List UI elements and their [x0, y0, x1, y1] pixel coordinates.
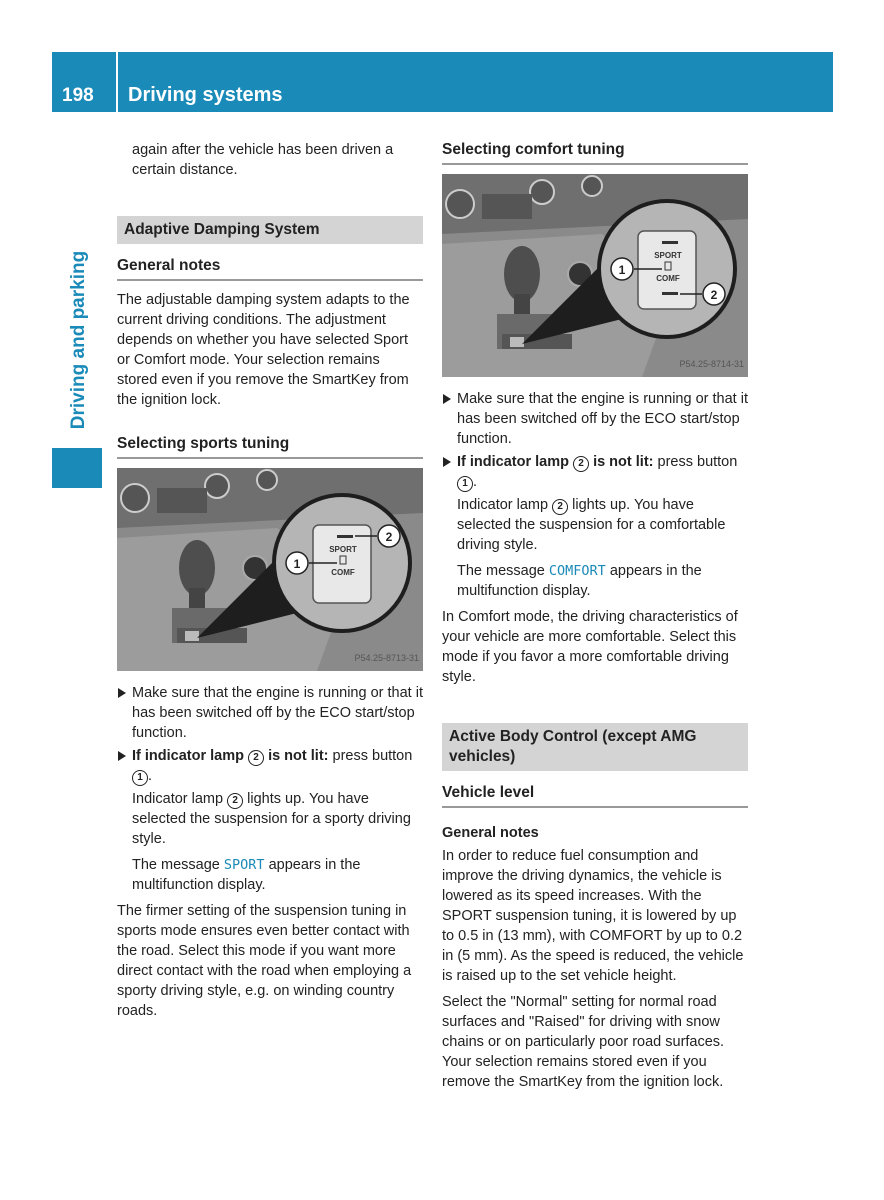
- vehicle-level-heading: Vehicle level: [442, 783, 748, 808]
- closing-text: The firmer setting of the suspension tuning in sports mode ensures even better contact with the road. Select this mode if you want more direct contact with the road when employing a sporty driving style, e.g. on winding country roads.: [117, 903, 412, 1019]
- indicator-lamp-ref: 2: [248, 750, 264, 766]
- callout-2: 2: [710, 288, 718, 302]
- general-notes-text: In order to reduce fuel consumption and improve the driving dynamics, the vehicle is lowered as its speed increases. With the SPORT suspension tuning, it is lowered by up to 0.5 in (13 mm), with COMFORT by up to 0.2 in (5 mm). As the speed is reduced, the vehicle is raised up to the set vehicle height.: [442, 848, 744, 984]
- indicator-lamp-ref: 2: [573, 456, 589, 472]
- header-divider: [116, 52, 118, 112]
- instruction-bullet: If indicator lamp 2 is not lit: press button 1 .: [442, 452, 748, 492]
- sport-button-label: SPORT: [329, 545, 357, 554]
- message-result: The message COMFORT appears in the multifunction display.: [457, 563, 702, 599]
- bullet-bold-end: is not lit:: [268, 748, 329, 764]
- bullet-bold-end: is not lit:: [593, 454, 654, 470]
- instruction-bullet: Make sure that the engine is running or that it has been switched off by the ECO start/stop function.: [117, 683, 423, 743]
- instruction-bullet: If indicator lamp 2 is not lit: press button 1 .: [117, 746, 423, 786]
- general-notes-text: The adjustable damping system adapts to the current driving conditions. The adjustment depends on whether you have selected Sport or Comfort mode. Your selection remains stored even if you remove the SmartKey from the ignition lock.: [117, 292, 410, 408]
- indicator-lamp-ref: 2: [227, 793, 243, 809]
- bullet-bold: If indicator lamp: [457, 454, 569, 470]
- bullet-rest: press button: [657, 454, 738, 470]
- side-tab-label: Driving and parking: [68, 250, 89, 430]
- indicator-result: Indicator lamp 2 lights up. You have selected the suspension for a sporty driving style.: [132, 791, 411, 847]
- callout-1: 1: [618, 263, 626, 277]
- left-column: [117, 140, 423, 1027]
- page-number: 198: [62, 85, 94, 106]
- indicator-result: Indicator lamp 2 lights up. You have selected the suspension for a comfortable driving style.: [457, 497, 726, 553]
- message-result: The message SPORT appears in the multifunction display.: [132, 857, 361, 893]
- instruction-bullet: Make sure that the engine is running or that it has been switched off by the ECO start/stop function.: [442, 389, 748, 449]
- indicator-lamp-ref: 2: [552, 499, 568, 515]
- callout-2: 2: [385, 530, 393, 544]
- section-heading-active-body-control: Active Body Control (except AMG vehicles): [442, 723, 748, 771]
- comfort-tuning-heading: Selecting comfort tuning: [442, 140, 748, 165]
- callout-1: 1: [293, 557, 301, 571]
- sports-tuning-figure: [117, 468, 423, 671]
- select-setting-text: Select the "Normal" setting for normal road surfaces and "Raised" for driving with snow chains or on particularly poor road surfaces. Your selection remains stored even if you remove the SmartKey from the ignition lock.: [442, 994, 725, 1090]
- display-message-comfort: COMFORT: [548, 563, 606, 579]
- intro-text: again after the vehicle has been driven a certain distance.: [132, 142, 394, 178]
- side-tab-marker: [52, 448, 102, 488]
- sports-tuning-heading: Selecting sports tuning: [117, 434, 423, 459]
- section-heading-adaptive-damping: Adaptive Damping System: [117, 216, 423, 244]
- comfort-mode-text: In Comfort mode, the driving characteristics of your vehicle are more comfortable. Select this mode if you favor a more comfortable driving style.: [442, 609, 738, 685]
- bullet-bold: If indicator lamp: [132, 748, 244, 764]
- comf-button-label: COMF: [656, 274, 680, 283]
- button-ref: 1: [457, 476, 473, 492]
- right-column: [442, 140, 748, 1098]
- sport-button-label: SPORT: [654, 251, 682, 260]
- figure-code: P54.25-8713-31: [354, 653, 419, 663]
- comfort-tuning-figure: [442, 174, 748, 377]
- button-ref: 1: [132, 770, 148, 786]
- general-notes-heading: General notes: [117, 256, 423, 281]
- display-message-sport: SPORT: [223, 857, 265, 873]
- general-notes-heading: General notes: [442, 825, 539, 841]
- page-title: Driving systems: [128, 84, 283, 106]
- comf-button-label: COMF: [331, 568, 355, 577]
- bullet-rest: press button: [332, 748, 413, 764]
- figure-code: P54.25-8714-31: [679, 359, 744, 369]
